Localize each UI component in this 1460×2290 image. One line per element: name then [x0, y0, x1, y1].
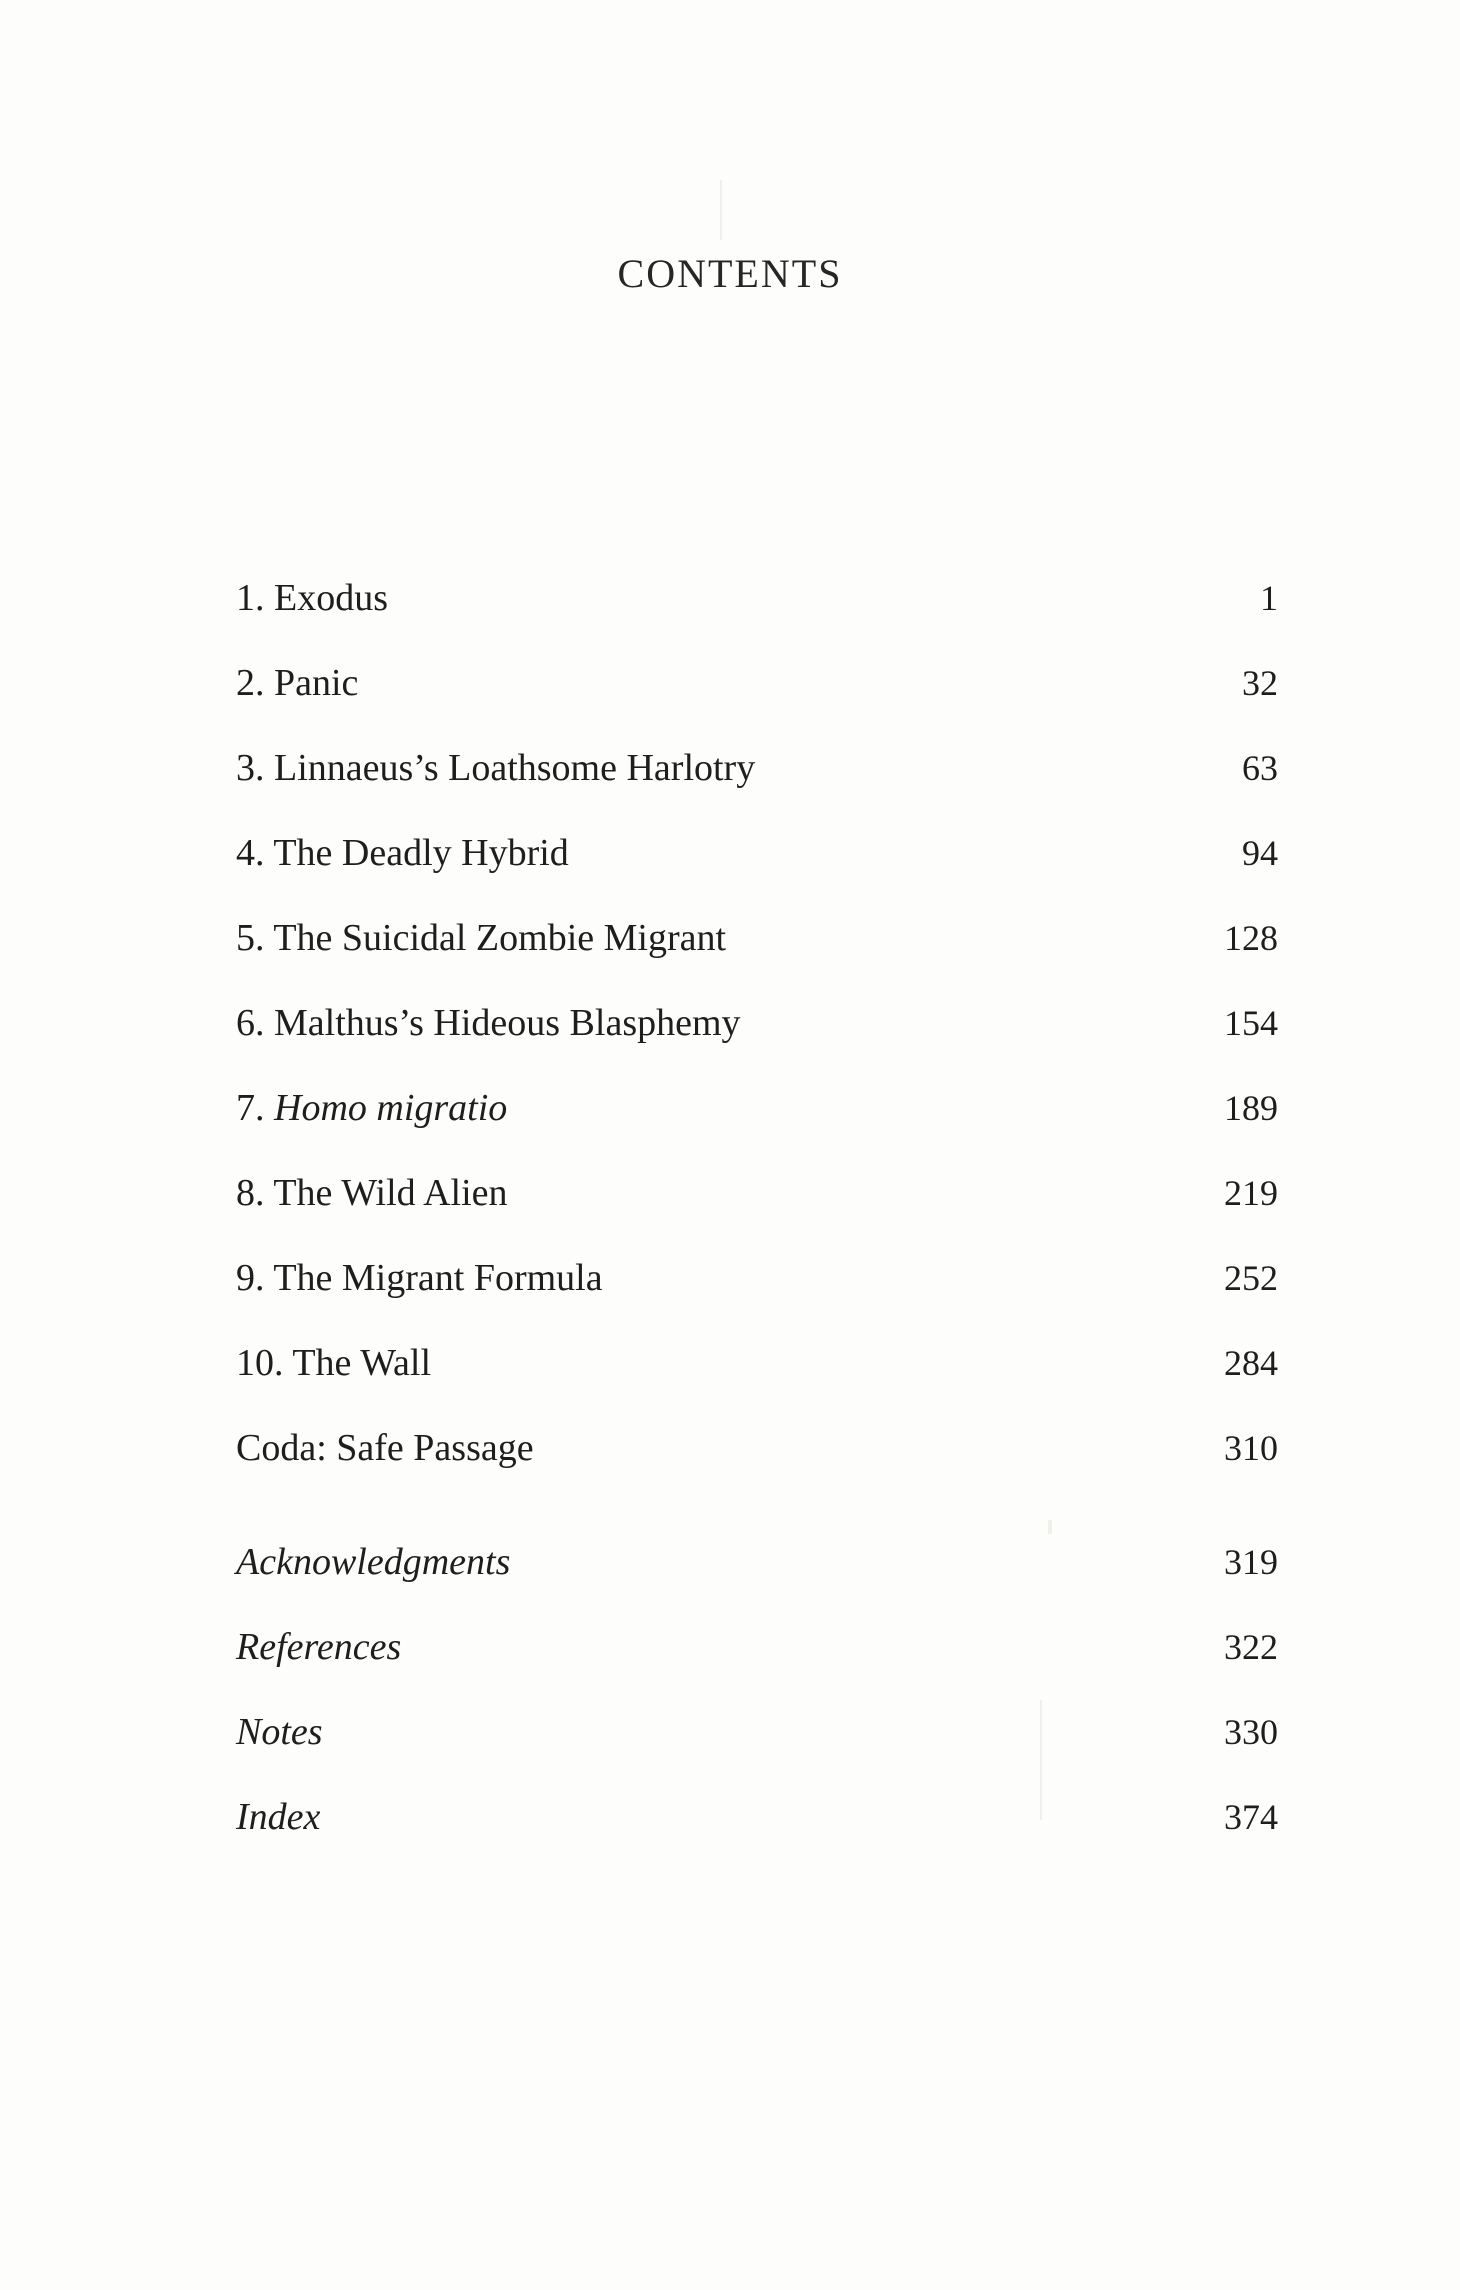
toc-entry-label: 6. Malthus’s Hideous Blasphemy	[236, 1002, 741, 1044]
toc-entry-chapter-5[interactable]	[236, 908, 1278, 968]
toc-entry-page-number: 252	[1224, 1258, 1278, 1298]
toc-entry-page-number: 284	[1224, 1343, 1278, 1383]
toc-entry-label: 2. Panic	[236, 662, 359, 704]
toc-entry-label: 4. The Deadly Hybrid	[236, 832, 569, 874]
toc-entry-page-number: 1	[1260, 578, 1278, 618]
toc-entry-label: References	[236, 1626, 402, 1668]
toc-entry-index[interactable]	[236, 1787, 1278, 1847]
toc-entry-page-number: 94	[1242, 833, 1278, 873]
toc-entry-page-number: 310	[1224, 1428, 1278, 1468]
toc-entry-chapter-4[interactable]	[236, 823, 1278, 883]
toc-entry-chapter-6[interactable]	[236, 993, 1278, 1053]
toc-entry-chapter-9[interactable]	[236, 1248, 1278, 1308]
toc-entry-title-italic: Homo migratio	[274, 1087, 508, 1129]
toc-entry-label: 1. Exodus	[236, 577, 388, 619]
toc-entry-page-number: 32	[1242, 663, 1278, 703]
toc-entry-notes[interactable]	[236, 1702, 1278, 1762]
toc-entry-label: 8. The Wild Alien	[236, 1172, 508, 1214]
toc-entry-label: 3. Linnaeus’s Loathsome Harlotry	[236, 747, 756, 789]
toc-entry-label: 10. The Wall	[236, 1342, 432, 1384]
contents-heading: CONTENTS	[617, 251, 843, 296]
toc-entry-chapter-1[interactable]	[236, 568, 1278, 628]
toc-entry-page-number: 374	[1224, 1797, 1278, 1837]
toc-entry-references[interactable]	[236, 1617, 1278, 1677]
toc-entry-page-number: 154	[1224, 1003, 1278, 1043]
toc-entry-label: Index	[236, 1796, 321, 1838]
toc-entry-page-number: 219	[1224, 1173, 1278, 1213]
toc-entry-label: Acknowledgments	[236, 1541, 511, 1583]
scan-artifact	[720, 180, 722, 240]
toc-entry-chapter-8[interactable]	[236, 1163, 1278, 1223]
toc-entry-acknowledgments[interactable]	[236, 1532, 1278, 1592]
toc-entry-coda[interactable]	[236, 1418, 1278, 1478]
toc-entry-label	[236, 1078, 507, 1138]
toc-entry-chapter-3[interactable]	[236, 738, 1278, 798]
toc-entry-page-number: 330	[1224, 1712, 1278, 1752]
toc-entry-label: 9. The Migrant Formula	[236, 1257, 603, 1299]
toc-entry-label: Notes	[236, 1711, 323, 1753]
toc-entry-page-number: 189	[1224, 1088, 1278, 1128]
toc-entry-number: 7.	[236, 1087, 274, 1129]
toc-entry-page-number: 63	[1242, 748, 1278, 788]
toc-entry-chapter-2[interactable]	[236, 653, 1278, 713]
toc-entry-chapter-7[interactable]	[236, 1078, 1278, 1138]
toc-entry-page-number: 322	[1224, 1627, 1278, 1667]
toc-entry-page-number: 319	[1224, 1542, 1278, 1582]
toc-entry-label: Coda: Safe Passage	[236, 1427, 534, 1469]
toc-entry-label: 5. The Suicidal Zombie Migrant	[236, 917, 727, 959]
toc-entry-chapter-10[interactable]	[236, 1333, 1278, 1393]
toc-entry-page-number: 128	[1224, 918, 1278, 958]
